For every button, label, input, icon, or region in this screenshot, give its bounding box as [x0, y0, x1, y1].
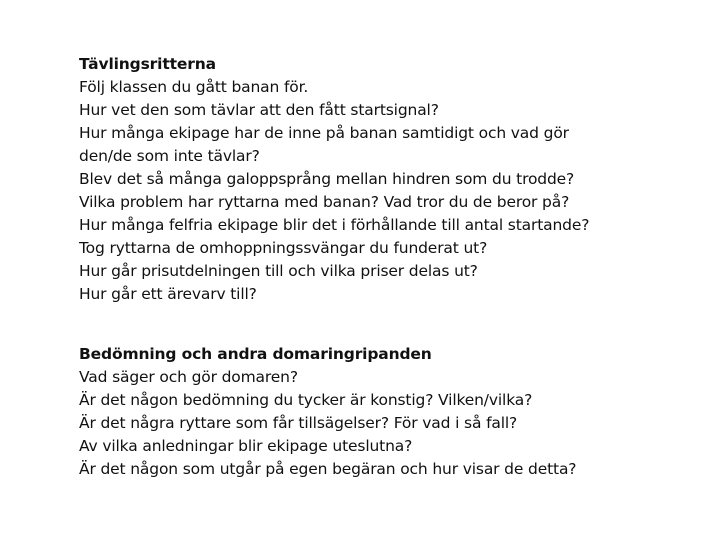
question-line: Hur går prisutdelningen till och vilka priser delas ut? [79, 262, 478, 280]
question-line: den/de som inte tävlar? [79, 147, 260, 165]
question-line: Av vilka anledningar blir ekipage uteslutna? [79, 437, 413, 455]
question-line: Vad säger och gör domaren? [79, 368, 298, 386]
question-line: Följ klassen du gått banan för. [79, 78, 309, 96]
section-heading: Bedömning och andra domaringripanden [79, 345, 432, 363]
section-judging [79, 343, 679, 481]
section-competition-rounds [79, 53, 679, 306]
question-line: Hur många felfria ekipage blir det i förhållande till antal startande? [79, 216, 590, 234]
question-line: Blev det så många galoppsprång mellan hindren som du trodde? [79, 170, 575, 188]
question-line: Hur vet den som tävlar att den fått startsignal? [79, 101, 439, 119]
question-line: Är det någon som utgår på egen begäran och hur visar de detta? [79, 460, 577, 478]
question-line: Är det någon bedömning du tycker är konstig? Vilken/vilka? [79, 391, 533, 409]
question-line: Tog ryttarna de omhoppningssvängar du funderat ut? [79, 239, 488, 257]
question-line: Är det några ryttare som får tillsägelser? För vad i så fall? [79, 414, 518, 432]
question-line: Vilka problem har ryttarna med banan? Vad tror du de beror på? [79, 193, 570, 211]
section-heading: Tävlingsritterna [79, 55, 216, 73]
question-line: Hur går ett ärevarv till? [79, 285, 257, 303]
question-line: Hur många ekipage har de inne på banan samtidigt och vad gör [79, 124, 569, 142]
